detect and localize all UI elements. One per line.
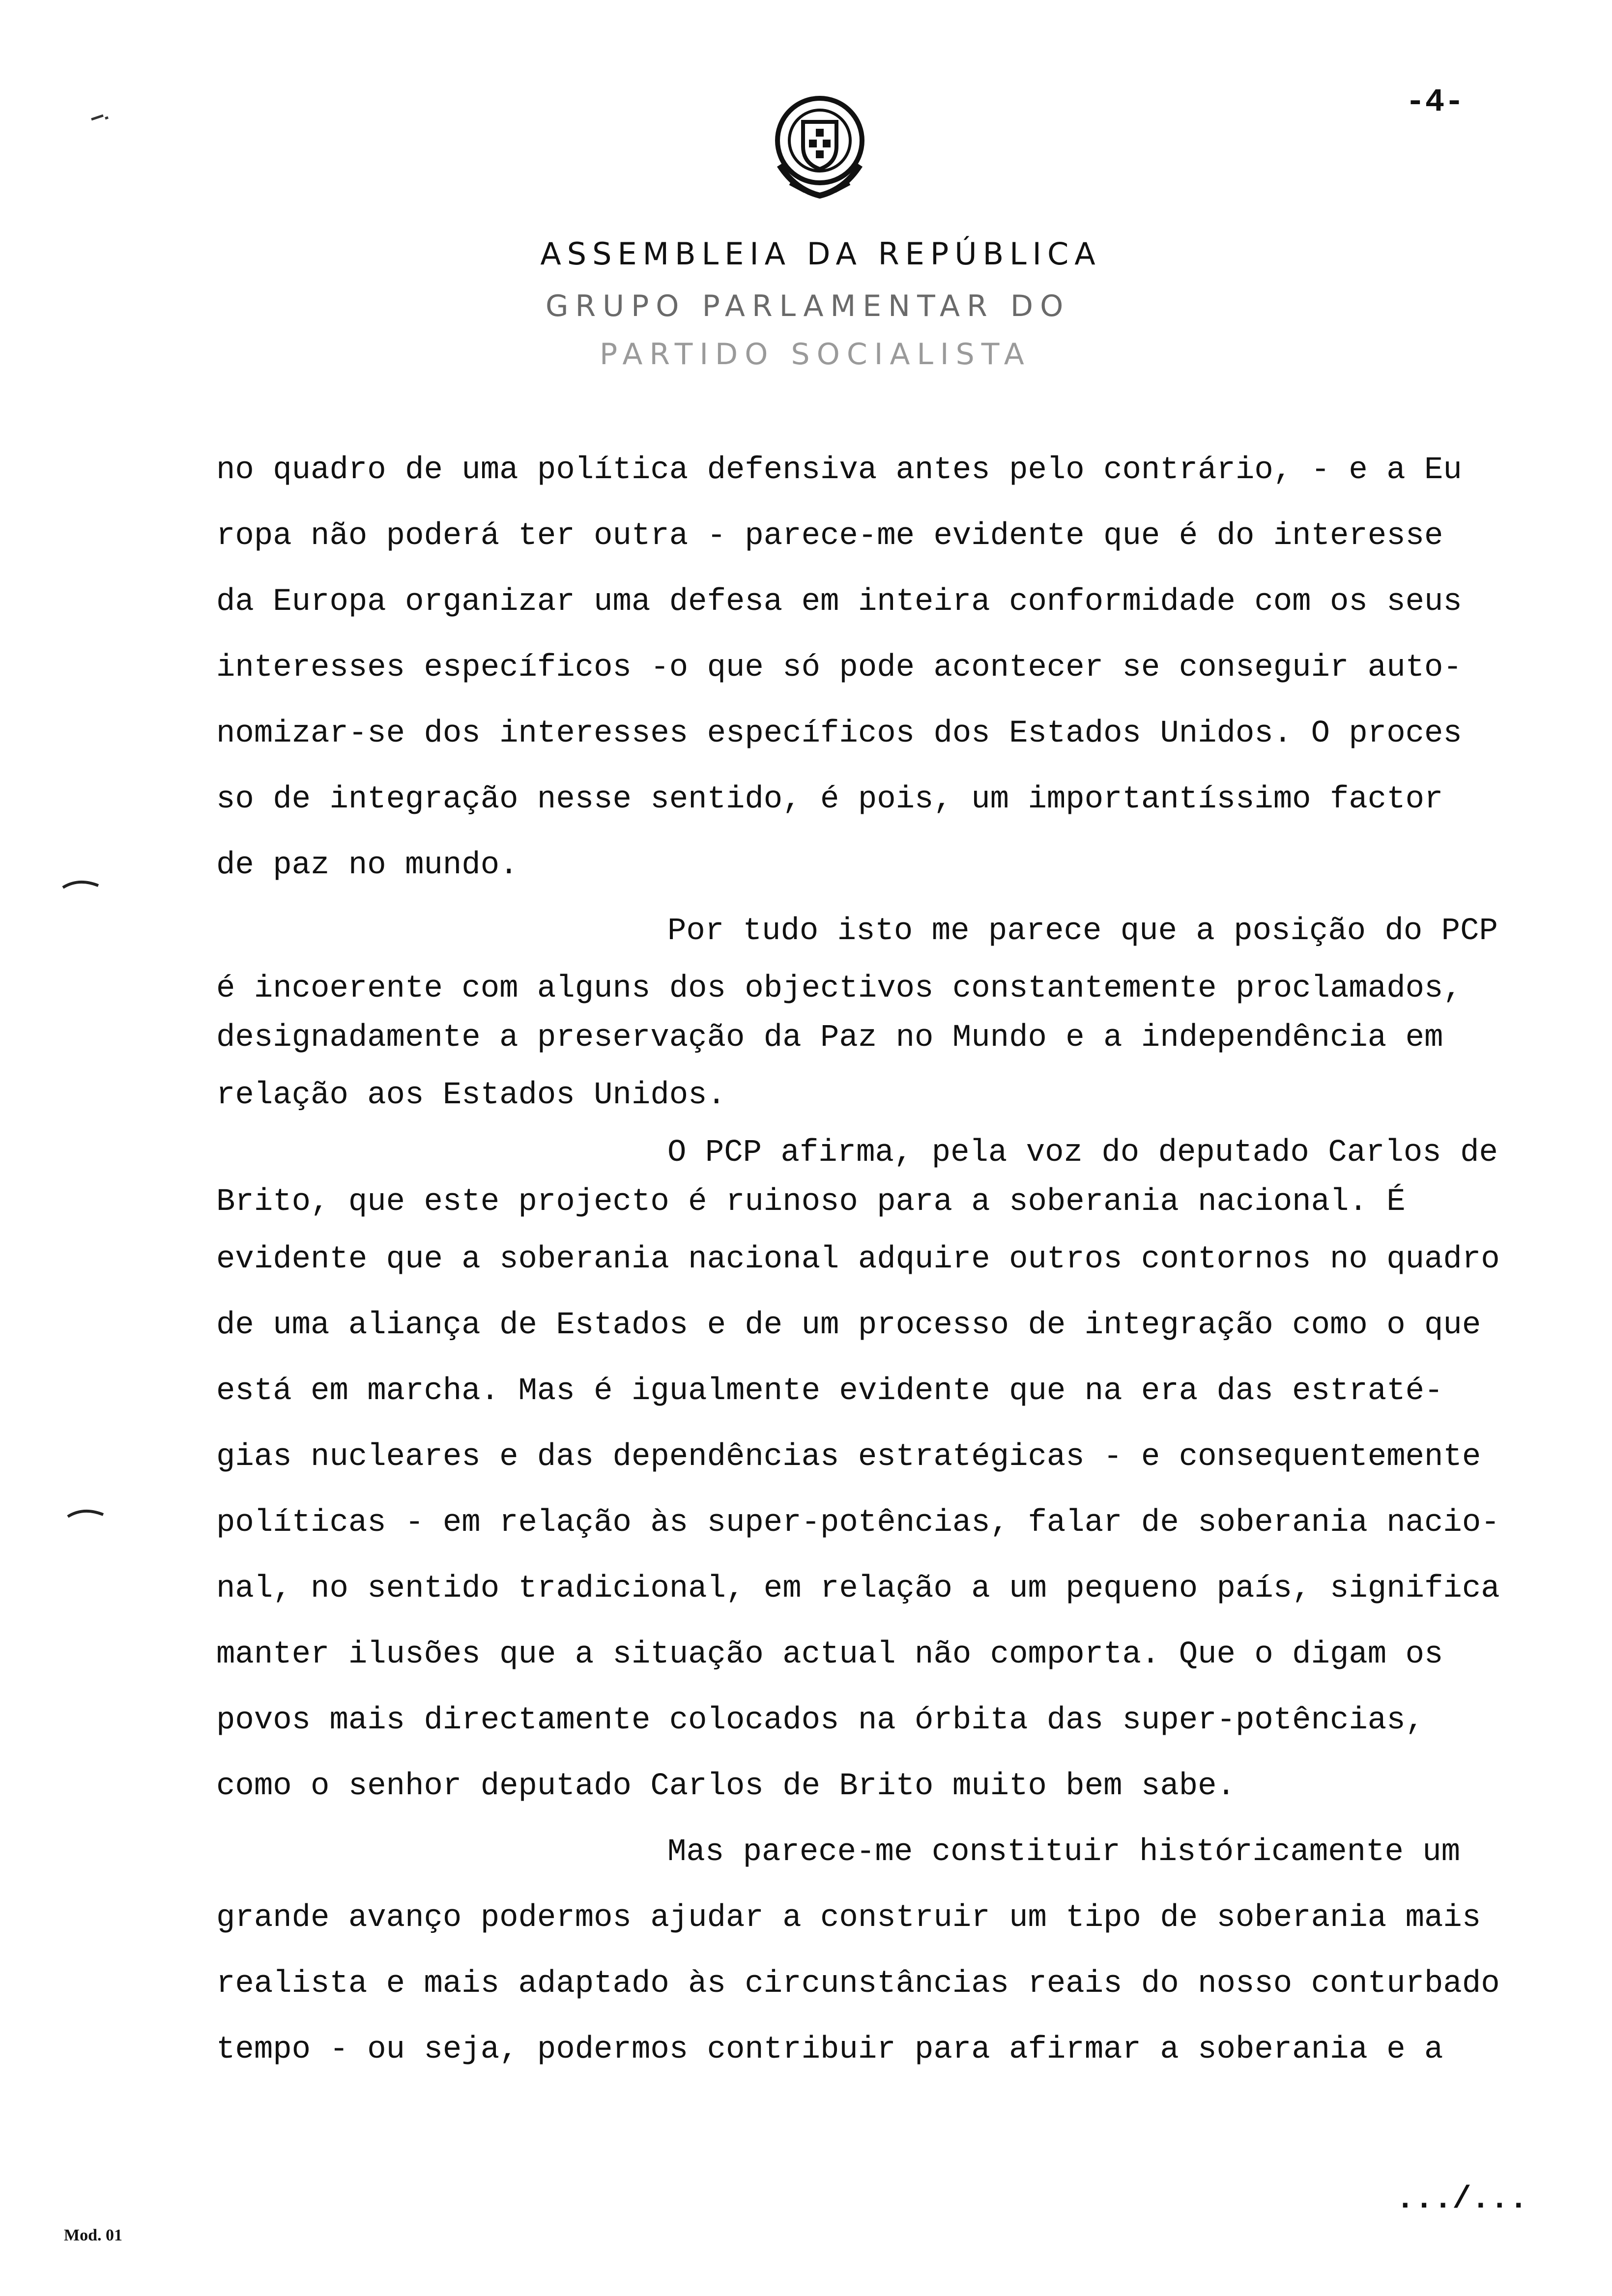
- page-number: -4-: [1406, 84, 1464, 120]
- margin-mark: [64, 1504, 108, 1523]
- body-line: relação aos Estados Unidos.: [216, 1078, 726, 1113]
- body-line: realista e mais adaptado às circunstâncias reais do nosso conturbado: [216, 1966, 1500, 2002]
- form-label: Mod. 01: [64, 2226, 122, 2244]
- body-line: manter ilusões que a situação actual não comporta. Que o digam os: [216, 1637, 1443, 1672]
- coat-of-arms-icon: [771, 91, 869, 204]
- body-line: é incoerente com alguns dos objectivos constantemente proclamados,: [216, 971, 1462, 1006]
- assembly-title: ASSEMBLEIA DA REPÚBLICA: [540, 236, 1101, 272]
- body-line: de uma aliança de Estados e de um processo de integração como o que: [216, 1308, 1481, 1343]
- margin-mark: [59, 875, 103, 894]
- body-line: evidente que a soberania nacional adquire outros contornos no quadro: [216, 1242, 1500, 1277]
- body-line: so de integração nesse sentido, é pois, um importantíssimo factor: [216, 782, 1443, 817]
- body-line: nomizar-se dos interesses específicos dos Estados Unidos. O proces: [216, 716, 1462, 751]
- body-line: está em marcha. Mas é igualmente evidente que na era das estraté-: [216, 1374, 1443, 1409]
- body-line: gias nucleares e das dependências estratégicas - e consequentemente: [216, 1439, 1481, 1475]
- body-line: Mas parece-me constituir históricamente um: [667, 1835, 1461, 1870]
- party-stamp-line-1: GRUPO PARLAMENTAR DO: [546, 289, 1070, 323]
- body-line: de paz no mundo.: [216, 848, 518, 883]
- body-line: designadamente a preservação da Paz no Mundo e a independência em: [216, 1020, 1443, 1056]
- continuation-mark: .../...: [1396, 2182, 1528, 2217]
- body-line: interesses específicos -o que só pode acontecer se conseguir auto-: [216, 650, 1462, 686]
- letter-body: [216, 437, 1573, 2083]
- body-line: O PCP afirma, pela voz do deputado Carlos de: [667, 1135, 1498, 1171]
- body-line: tempo - ou seja, podermos contribuir para afirmar a soberania e a: [216, 2032, 1443, 2067]
- body-line: Por tudo isto me parece que a posição do PCP: [667, 914, 1498, 949]
- body-line: nal, no sentido tradicional, em relação a um pequeno país, significa: [216, 1571, 1500, 1607]
- body-line: povos mais directamente colocados na órbita das super-potências,: [216, 1703, 1424, 1738]
- body-line: grande avanço podermos ajudar a construir um tipo de soberania mais: [216, 1900, 1481, 1936]
- margin-mark: [88, 106, 118, 125]
- body-line: no quadro de uma política defensiva antes pelo contrário, - e a Eu: [216, 453, 1462, 488]
- body-line: como o senhor deputado Carlos de Brito muito bem sabe.: [216, 1769, 1236, 1804]
- body-line: ropa não poderá ter outra - parece-me evidente que é do interesse: [216, 518, 1443, 554]
- body-line: Brito, que este projecto é ruinoso para a soberania nacional. É: [216, 1184, 1406, 1220]
- body-line: políticas - em relação às super-potências, falar de soberania nacio-: [216, 1505, 1500, 1541]
- party-stamp-line-2: PARTIDO SOCIALISTA: [600, 337, 1031, 372]
- body-line: da Europa organizar uma defesa em inteira conformidade com os seus: [216, 584, 1462, 620]
